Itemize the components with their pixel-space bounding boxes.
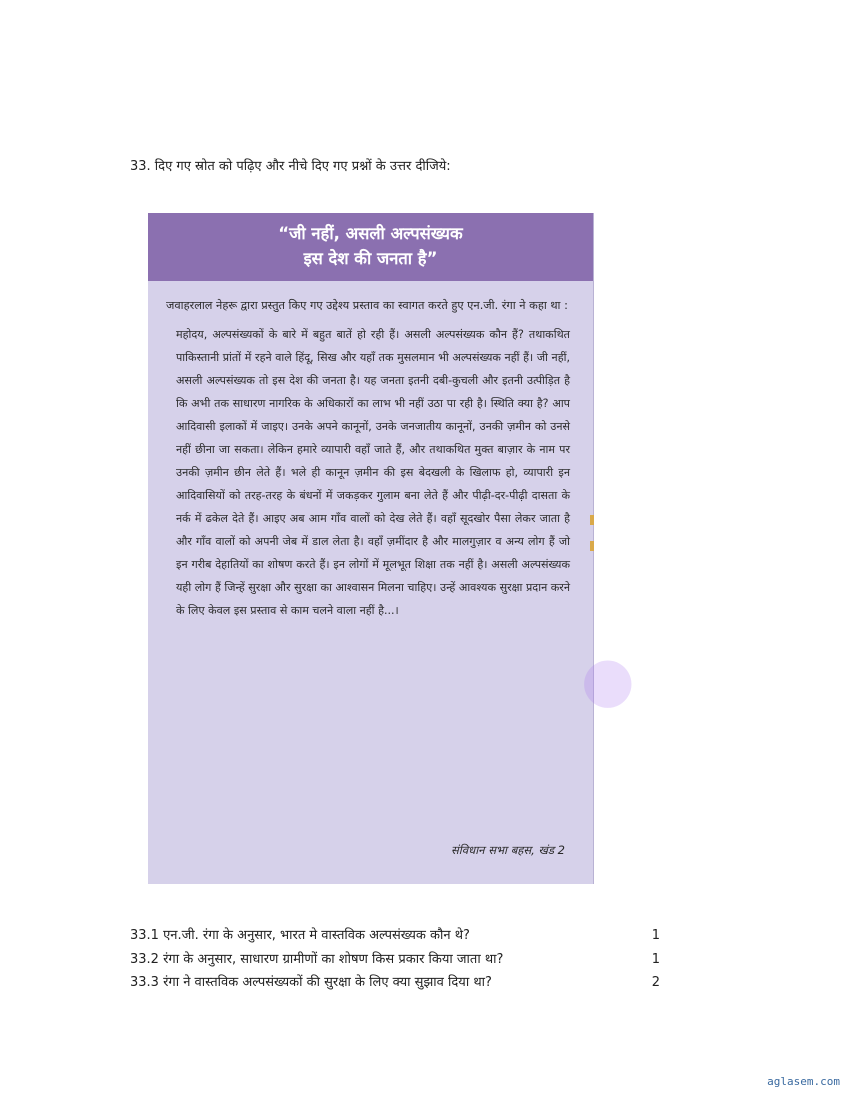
- subquestion-row: [130, 948, 660, 972]
- subquestion-text: 33.3 रंगा ने वास्तविक अल्पसंख्यकों की सुरक्षा के लिए क्या सुझाव दिया था?: [130, 975, 492, 990]
- book-edge-marks: [590, 515, 594, 577]
- subquestion-row: [130, 971, 660, 995]
- source-citation: संविधान सभा बहस, खंड 2: [450, 843, 565, 857]
- source-quote: महोदय, अल्पसंख्यकों के बारे में बहुत बातें हो रही हैं। असली अल्पसंख्यक कौन हैं? तथाकथित पाकिस्तानी प्रांतों में रहने वाले हिंदू, सिख और यहाँ तक मुसलमान भी अल्पसंख्यक नहीं हैं। जी नहीं, असली अल्पसंख्यक तो इस देश की जनता है। यह जनता इतनी दबी-कुचली और इतनी उत्पीड़ित है कि अभी तक साधारण नागरिक के अधिकारों का लाभ भी नहीं उठा पा रही है। स्थिति क्या है? आप आदिवासी इलाकों में जाइए। उनके अपने कानूनों, उनके जनजातीय कानूनों, उनकी ज़मीन को उनसे नहीं छीना जा सकता। लेकिन हमारे व्यापारी वहाँ जाते हैं, और तथाकथित मुक्त बाज़ार के नाम पर उनकी ज़मीन छीन लेते हैं। भले ही कानून ज़मीन की इस बेदखली के खिलाफ हो, व्यापारी इन आदिवासियों को तरह-तरह के बंधनों में जकड़कर गुलाम बना लेते हैं और पीढ़ी-दर-पीढ़ी दासता के नर्क में ढकेल देते हैं। आइए अब आम गाँव वालों को देख लेते हैं। वहाँ सूदखोर पैसा लेकर जाता है और गाँव वालों को अपनी जेब में डाल लेता है। वहाँ ज़मींदार है और मालगुज़ार व अन्य लोग हैं जो इन गरीब देहातियों का शोषण करते हैं। इन लोगों में मूलभूत शिक्षा तक नहीं है। असली अल्पसंख्यक यही लोग हैं जिन्हें सुरक्षा और सुरक्षा का आश्वासन मिलना चाहिए। उन्हें आवश्यक सुरक्षा प्रदान करने के लिए केवल इस प्रस्ताव से काम चलने वाला नहीं है...।: [176, 328, 570, 617]
- source-intro: जवाहरलाल नेहरू द्वारा प्रस्तुत किए गए उद्देश्य प्रस्ताव का स्वागत करते हुए एन.जी. रंगा ने कहा था :: [166, 299, 568, 312]
- subquestion-marks: 1: [651, 951, 660, 967]
- footer-site-link[interactable]: aglasem.com: [767, 1075, 840, 1088]
- source-title-line-2: इस देश की जनता है”: [303, 249, 438, 268]
- source-title-line-1: “जी नहीं, असली अल्पसंख्यक: [278, 224, 463, 243]
- subquestion-list: [130, 924, 660, 995]
- source-box: [148, 213, 647, 884]
- subquestion-text: 33.2 रंगा के अनुसार, साधारण ग्रामीणों का शोषण किस प्रकार किया जाता था?: [130, 951, 504, 967]
- subquestion-marks: 2: [651, 975, 660, 990]
- subquestion-text: 33.1 एन.जी. रंगा के अनुसार, भारत मे वास्तविक अल्पसंख्यक कौन थे?: [130, 928, 470, 943]
- question-intro: 33. दिए गए स्रोत को पढ़िए और नीचे दिए गए प्रश्नों के उत्तर दीजिये:: [130, 159, 451, 174]
- subquestion-row: [130, 924, 660, 948]
- source-title: [148, 213, 593, 281]
- subquestion-marks: 1: [651, 928, 660, 943]
- watermark-logo: ●: [563, 634, 647, 725]
